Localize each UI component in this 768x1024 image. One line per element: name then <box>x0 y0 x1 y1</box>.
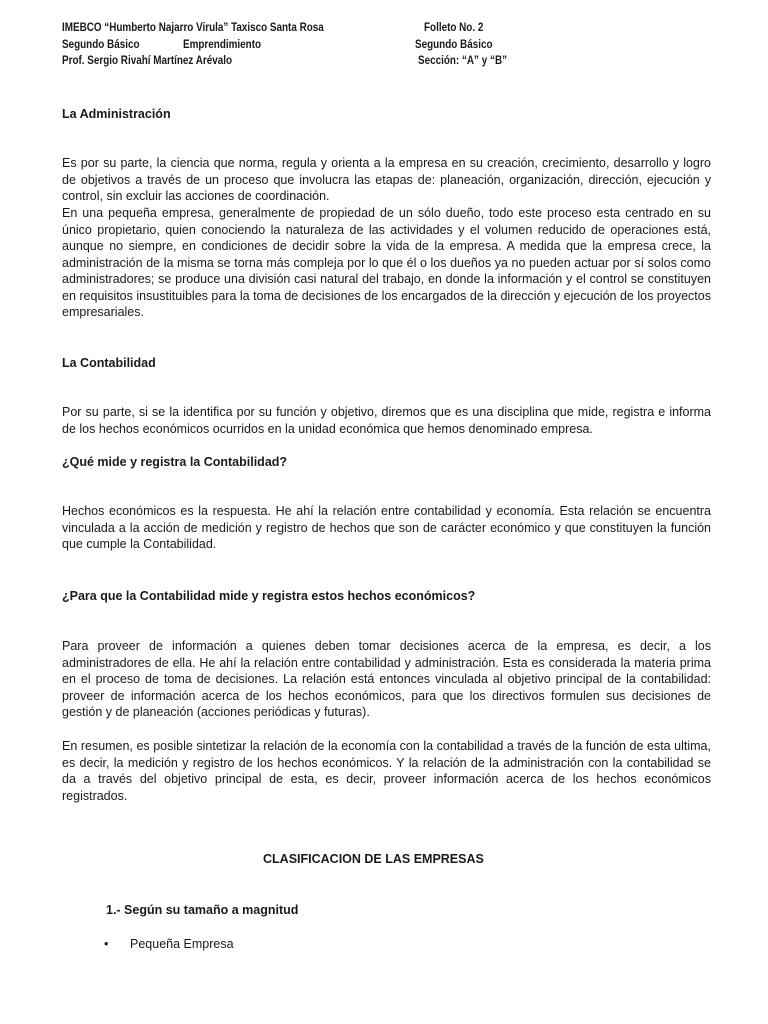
header-school: IMEBCO “Humberto Najarro Virula” Taxisco Santa Rosa <box>62 22 324 34</box>
bullet-icon: • <box>104 937 109 951</box>
header-grade-right: Segundo Básico <box>415 39 493 51</box>
heading-administracion: La Administración <box>62 107 171 121</box>
heading-clasificacion: CLASIFICACION DE LAS EMPRESAS <box>263 852 484 866</box>
header-subject: Emprendimiento <box>183 39 262 51</box>
bullet-list-item <box>104 936 234 952</box>
header-booklet: Folleto No. 2 <box>424 22 484 34</box>
paragraph-contabilidad-1: Por su parte, si se la identifica por su función y objetivo, diremos que es una disciplina que mide, registra e informa de los hechos económicos ocurridos en la unidad económica que hemos denominado empresa. <box>62 405 711 436</box>
paragraph-administracion-2: En una pequeña empresa, generalmente de propiedad de un sólo dueño, todo este proceso esta centrado en su único propietario, quien conociendo la naturaleza de las actividades y el volumen reducido de operaciones está, aunque no siempre, en condiciones de decidir sobre la vida de la empresa. A medida que la empresa crece, la administración de la misma se torna más compleja por lo que él o los dueños ya no pueden actuar por sí solos como administradores; se produce una división casi natural del trabajo, en donde la información y el control se constituyen en requisitos insustituibles para la toma de decisiones de los encargados de la dirección y ejecución de los proyectos empresariales. <box>62 206 711 319</box>
bullet-label: Pequeña Empresa <box>130 937 234 951</box>
paragraph-que-mide-1: Hechos económicos es la respuesta. He ahí la relación entre contabilidad y economía. Esta relación se encuentra vinculada a la acción de medición y registro de hechos que son de carácter económico y que constituyen la función que cumple la Contabilidad. <box>62 504 711 551</box>
heading-contabilidad: La Contabilidad <box>62 356 156 370</box>
header-teacher: Prof. Sergio Rivahí Martínez Arévalo <box>62 55 233 67</box>
paragraph-para-que-1: Para proveer de información a quienes deben tomar decisiones acerca de la empresa, es decir, a los administradores de ella. He ahí la relación entre contabilidad y administración. Esta es considerada la materia prima en el proceso de toma de decisiones. La relación está entonces vinculada al objetivo principal de la contabilidad: proveer de información acerca de los hechos económicos, para que los directivos formulen sus decisiones de gestión y de planeación (acciones periódicas y futuras). <box>62 639 711 719</box>
paragraph-administracion-1: Es por su parte, la ciencia que norma, regula y orienta a la empresa en su creación, crecimiento, desarrollo y logro de objetivos a través de un proceso que involucra las etapas de: planeación, organización, dirección, ejecución y control, sin excluir las acciones de coordinación. <box>62 156 711 203</box>
header-section: Sección: “A” y “B” <box>418 55 508 67</box>
heading-que-mide: ¿Qué mide y registra la Contabilidad? <box>62 455 288 469</box>
header-grade: Segundo Básico <box>62 39 140 51</box>
paragraph-para-que-2: En resumen, es posible sintetizar la relación de la economía con la contabilidad a través de la función de esta ultima, es decir, la medición y registro de los hechos económicos. Y la relación de la administración con la contabilidad se da a través del objetivo principal de esta, es decir, proveer información acerca de los hechos económicos registrados. <box>62 739 711 803</box>
heading-para-que: ¿Para que la Contabilidad mide y registra estos hechos económicos? <box>62 589 476 603</box>
heading-segun-tamano: 1.- Según su tamaño a magnitud <box>106 903 299 917</box>
